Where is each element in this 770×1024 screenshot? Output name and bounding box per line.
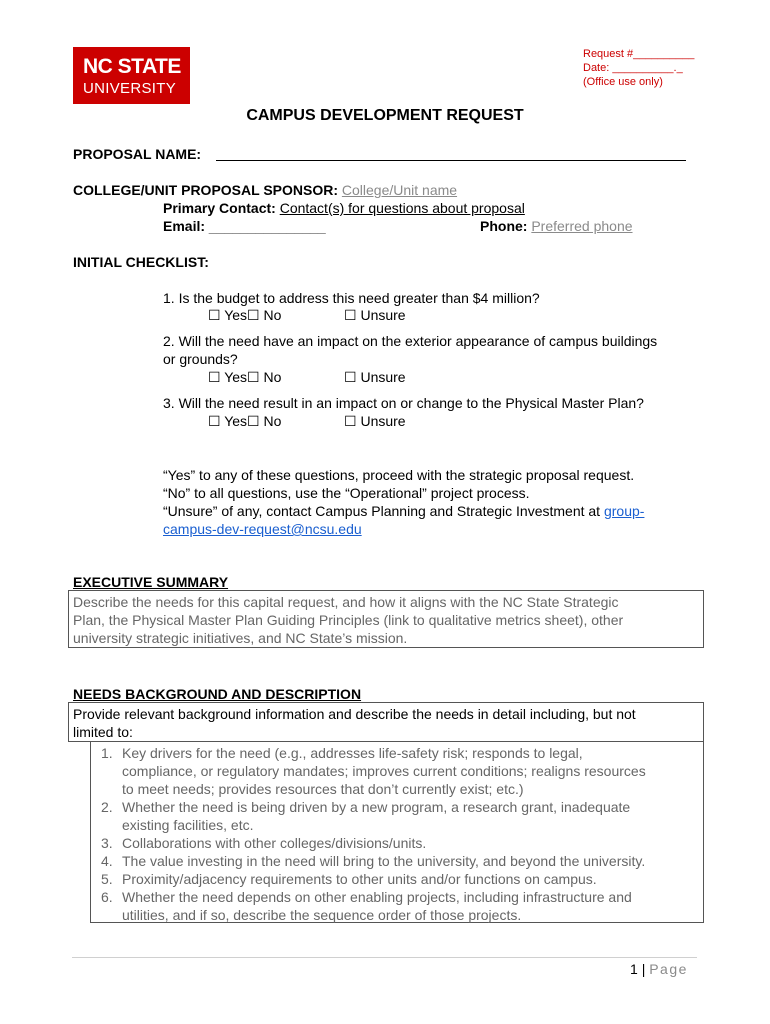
question-1: 1. Is the budget to address this need greater than $4 million? [163,290,540,306]
q1-unsure-label: Unsure [360,307,406,323]
needs-list [95,744,699,924]
sponsor-field[interactable]: College/Unit name [341,182,458,198]
executive-summary-heading: EXECUTIVE SUMMARY [73,574,229,590]
q3-options [208,412,281,430]
q2-yes-checkbox[interactable]: ☐ [208,369,221,385]
checklist-heading: INITIAL CHECKLIST: [73,254,209,270]
needs-heading: NEEDS BACKGROUND AND DESCRIPTION [73,686,362,702]
list-item-line: Proximity/adjacency requirements to other units and/or functions on campus. [122,871,597,887]
executive-summary-line-3: university strategic initiatives, and NC State’s mission. [73,630,408,646]
request-date: Date: __________._ [583,62,683,74]
q1-no-checkbox[interactable]: ☐ [247,307,260,323]
email-row [163,217,326,235]
q3-unsure-checkbox[interactable]: ☐ [344,413,357,429]
list-item-line: Key drivers for the need (e.g., addresses life-safety risk; responds to legal, [122,745,583,761]
proposal-name-label: PROPOSAL NAME: [73,146,202,162]
q2-unsure-checkbox[interactable]: ☐ [344,369,357,385]
list-item-number: 1. [101,745,113,761]
executive-summary-box[interactable] [68,590,704,648]
list-item-line: utilities, and if so, describe the sequence order of those projects. [122,907,522,923]
primary-contact-label: Primary Contact: [163,200,276,216]
list-item-number: 3. [101,835,113,851]
primary-contact-field[interactable]: Contact(s) for questions about proposal [279,200,525,216]
question-3: 3. Will the need result in an impact on or change to the Physical Master Plan? [163,395,644,411]
q1-yes-label: Yes [224,307,248,323]
needs-intro-line-2: limited to: [73,724,133,740]
list-item-line: compliance, or regulatory mandates; improves current conditions; realigns resources [122,763,646,779]
q3-yes-label: Yes [224,413,248,429]
list-item-line: The value investing in the need will bring to the university, and beyond the university. [122,853,646,869]
guidance-yes: “Yes” to any of these questions, proceed with the strategic proposal request. [163,467,635,483]
q2-no-checkbox[interactable]: ☐ [247,369,260,385]
proposal-name-field[interactable] [216,160,686,161]
q1-no-label: No [263,307,282,323]
primary-contact-row [163,199,525,217]
page-label: Page [649,961,688,977]
email-label: Email: [163,218,206,234]
office-use-block [583,47,694,89]
list-item-line: to meet needs; provides resources that don’t currently exist; etc.) [122,781,524,797]
sponsor-row [73,181,457,199]
phone-row [480,217,633,235]
q3-unsure-label: Unsure [360,413,406,429]
q1-options [208,306,281,324]
needs-intro-line-1: Provide relevant background information and describe the needs in detail including, but not [73,706,636,722]
guidance-unsure-text: “Unsure” of any, contact Campus Planning and Strategic Investment at [163,503,604,519]
executive-summary-line-2: Plan, the Physical Master Plan Guiding Principles (link to qualitative metrics sheet), other [73,612,624,628]
list-item-line: Whether the need is being driven by a new program, a research grant, inadequate [122,799,631,815]
list-item-line: existing facilities, etc. [122,817,254,833]
page-separator: | [641,961,646,977]
nc-state-logo [73,47,190,104]
page-number: 1 [630,961,638,977]
phone-label: Phone: [480,218,528,234]
q2-yes-label: Yes [224,369,248,385]
needs-intro-box [68,702,704,742]
list-item-number: 5. [101,871,113,887]
contact-email-link-part1[interactable]: group- [603,503,645,519]
q3-yes-checkbox[interactable]: ☐ [208,413,221,429]
email-field[interactable]: _______________ [208,218,326,234]
contact-email-link-part2[interactable]: campus-dev-request@ncsu.edu [163,521,362,537]
request-number: Request #__________ [583,48,695,60]
needs-list-item [95,870,699,888]
page-footer [630,961,688,977]
needs-list-item [95,834,699,852]
office-use-note: (Office use only) [583,76,663,88]
phone-field[interactable]: Preferred phone [531,218,633,234]
q3-no-checkbox[interactable]: ☐ [247,413,260,429]
needs-list-item [95,888,699,924]
list-item-number: 2. [101,799,113,815]
guidance-unsure [163,502,703,520]
q1-unsure-checkbox[interactable]: ☐ [344,307,357,323]
list-item-line: Collaborations with other colleges/divisions/units. [122,835,427,851]
guidance-block [163,466,703,538]
page-title: CAMPUS DEVELOPMENT REQUEST [246,107,524,124]
q2-unsure-option [344,368,406,386]
q2-unsure-label: Unsure [360,369,406,385]
executive-summary-line-1: Describe the needs for this capital request, and how it aligns with the NC State Strategic [73,594,619,610]
needs-list-item [95,798,699,834]
list-item-number: 6. [101,889,113,905]
q1-unsure-option [344,306,406,324]
guidance-no: “No” to all questions, use the “Operational” project process. [163,485,530,501]
list-item-line: Whether the need depends on other enabling projects, including infrastructure and [122,889,632,905]
q3-no-label: No [263,413,282,429]
logo-line-1: NC STATE [83,55,181,78]
q3-unsure-option [344,412,406,430]
list-item-number: 4. [101,853,113,869]
q2-no-label: No [263,369,282,385]
footer-divider [72,957,697,958]
question-2-line-2: or grounds? [163,351,238,367]
sponsor-label: COLLEGE/UNIT PROPOSAL SPONSOR: [73,182,338,198]
question-2-line-1: 2. Will the need have an impact on the exterior appearance of campus buildings [163,333,658,349]
needs-list-item [95,744,699,798]
needs-list-item [95,852,699,870]
proposal-name-row [73,145,201,163]
question-2 [163,332,657,368]
needs-detail-box[interactable] [90,741,704,923]
q1-yes-checkbox[interactable]: ☐ [208,307,221,323]
logo-line-2: UNIVERSITY [83,80,177,97]
q2-options [208,368,281,386]
